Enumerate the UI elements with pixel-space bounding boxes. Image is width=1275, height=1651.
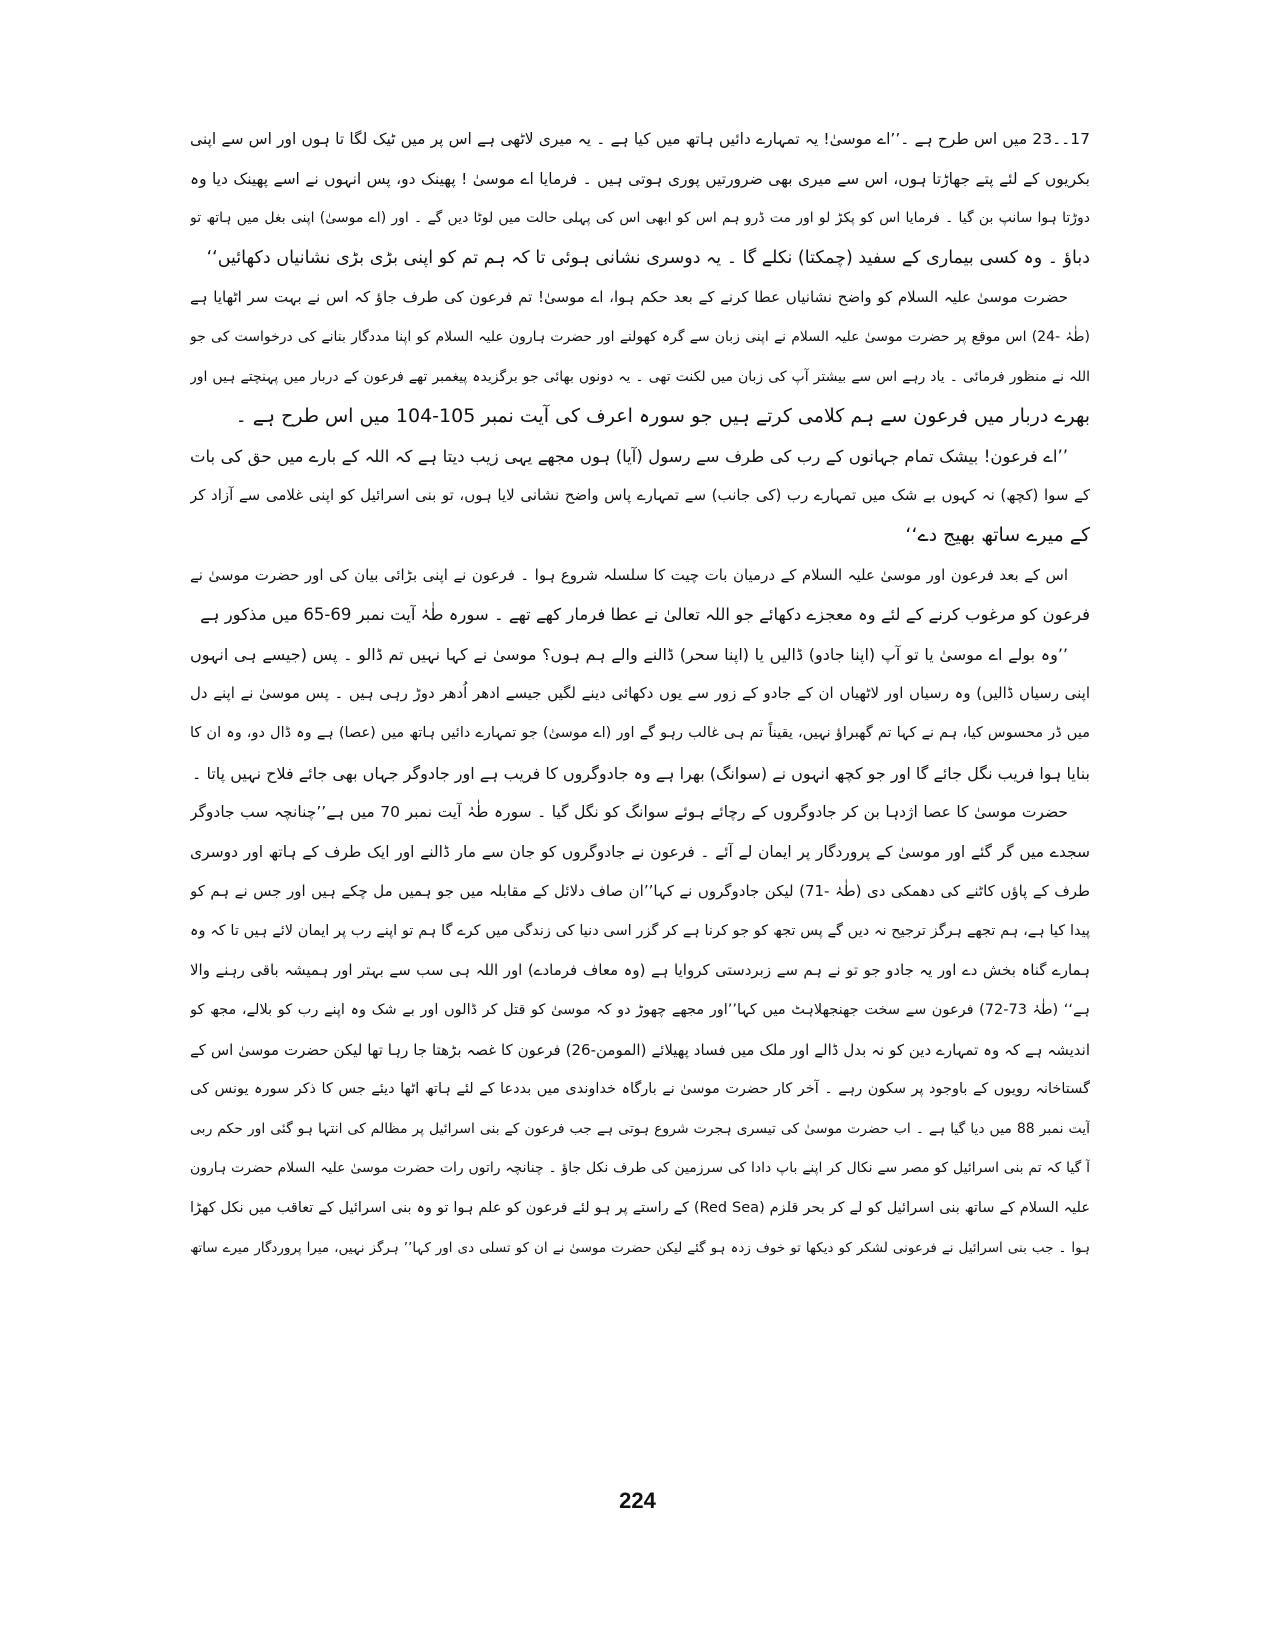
text-line-28: علیہ السلام کے ساتھ بنی اسرائیل کو لے کر بحر قلزم (Red Sea) کے راستے پر ہو لئے فرعون کو علم ہوا تو وہ بنی اسرائیل کے تعاقب میں نکل کھڑا [190,1200,1090,1217]
text-line-25: گستاخانہ رویوں کے باوجود پر سکون رہے ۔ آخر کار حضرت موسیٰ نے بارگاہ خداوندی میں بددعا کے لئے ہاتھ اٹھا دیئے جس کا ذکر سورہ یونس کی [190,1081,1090,1098]
text-line-2: بکریوں کے لئے پتے جھاڑتا ہوں، اس سے میری بھی ضرورتیں پوری ہوتی ہیں ۔ فرمایا اے موسیٰ ! پھینک دو، پس انہوں نے اسے پھینک دیا وہ [190,169,1090,188]
text-line-10: کے سوا (کچھ) نہ کہوں بے شک میں تمہارے رب (کی جانب) سے تمہارے پاس واضح نشانی لایا ہوں، تو بنی اسرائیل کو اپنی غلامی سے آزاد کر [190,486,1090,505]
text-line-20: طرف کے پاؤں کاٹنے کی دھمکی دی (طٰہٰ -71) لیکن جادوگروں نے کہا’’ان صاف دلائل کے مقابلہ میں جو ہمیں مل چکے ہیں اور جس نے ہم کو [190,882,1090,901]
text-line-16: میں ڈر محسوس کیا، ہم نے کہا تم گھبراؤ نہیں، یقیناً تم ہی غالب رہو گے اور (اے موسیٰ) جو تمہارے دائیں ہاتھ میں (عصا) ہے وہ ڈال دو، وہ ان کا [190,724,1090,741]
text-line-1: 17۔۔23 میں اس طرح ہے ۔’’اے موسیٰ! یہ تمہارے دائیں ہاتھ میں کیا ہے ۔ یہ میری لاٹھی ہے اس پر میں ٹیک لگا تا ہوں اور اس سے اپنی [190,130,1090,148]
text-line-26: آیت نمبر 88 میں دیا گیا ہے ۔ اب حضرت موسیٰ کی تیسری ہجرت شروع ہوتی ہے جب فرعون کے بنی اسرائیل پر مظالم کی انتہا ہو گئی اور حکم ربی [190,1120,1090,1137]
text-line-8: بھرے دربار میں فرعون سے ہم کلامی کرتے ہیں جو سورہ اعرف کی آیت نمبر 105-104 میں اس طرح ہے ۔ [235,405,1090,428]
text-line-13: فرعون کو مرغوب کرنے کے لئے وہ معجزے دکھائے جو اللہ تعالیٰ نے عطا فرمار کھے تھے ۔ سورہ طٰہٰ آیت نمبر 69-65 میں مذکور ہے [200,605,1090,625]
text-line-11: کے میرے ساتھ بھیج دے‘‘ [905,523,1090,546]
text-line-6: (طٰہٰ -24) اس موقع پر حضرت موسیٰ علیہ السلام نے اپنی زبان سے گرہ کھولنے اور حضرت ہارون علیہ السلام کو اپنا مددگار بنانے کی درخواست کی جو [190,328,1090,345]
text-line-27: آ گیا کہ تم بنی اسرائیل کو مصر سے نکال کر اپنے باپ دادا کی سرزمین کی طرف نکل جاؤ ۔ چنانچہ راتوں رات حضرت موسیٰ علیہ السلام حضرت ہارون [190,1160,1090,1177]
text-line-9: ’’اے فرعون! بیشک تمام جہانوں کے رب کی طرف سے رسول (آیا) ہوں مجھے یہی زیب دیتا ہے کہ اللہ کے بارے میں حق کی بات [190,446,1068,466]
urdu-text-body [190,120,1090,1268]
page-number: 224 [619,1488,656,1513]
text-line-7: اللہ نے منظور فرمائی ۔ یاد رہے اس سے بیشتر آپ کی زبان میں لکنت تھی ۔ یہ دونوں بھائی جو برگزیدہ پیغمبر تھے فرعون کے دربار میں پہنچتے ہیں اور [190,368,1090,385]
text-line-19: سجدے میں گر گئے اور موسیٰ کے پروردگار پر ایمان لے آئے ۔ فرعون نے جادوگروں کو جان سے مار ڈالنے اور ایک طرف کے ہاتھ اور دوسری [190,842,1090,861]
text-line-14: ’’وہ بولے اے موسیٰ یا تو آپ (اپنا جادو) ڈالیں یا (اپنا سحر) ڈالنے والے ہم ہوں؟ موسیٰ نے کہا نہیں تم ڈالو ۔ پس (جیسے ہی انہوں [190,644,1068,664]
text-line-29: ہوا ۔ جب بنی اسرائیل نے فرعونی لشکر کو دیکھا تو خوف زدہ ہو گئے لیکن حضرت موسیٰ نے ان کو تسلی دی اور کہا’’ ہرگز نہیں، میرا پروردگار میرے ساتھ [190,1239,1090,1256]
text-line-18: حضرت موسیٰ کا عصا اژدہا بن کر جادوگروں کے رچائے ہوئے سوانگ کو نگل گیا ۔ سورہ طٰہٰ آیت نمبر 70 میں ہے’’چنانچہ سب جادوگر [190,803,1068,822]
text-line-24: اندیشہ ہے کہ وہ تمہارے دین کو نہ بدل ڈالے اور ملک میں فساد پھیلائے (المومن-26) فرعون کا غصہ بڑھتا جا رہا تھا لیکن حضرت موسیٰ اس کے [190,1040,1090,1059]
text-line-21: پیدا کیا ہے، ہم تجھے ہرگز ترجیح نہ دیں گے پس تجھ کو جو کرنا ہے کر گزر اسی دنیا کی زندگی میں کرے گا ہم تو اپنے رب پر ایمان لائے ہیں تا کہ وہ [190,922,1090,939]
text-line-17: بنایا ہوا فریب نگل جائے گا اور جو کچھ انہوں نے (سوانگ) بھرا ہے وہ جادوگروں کا فریب ہے اور جادوگر جہاں بھی جائے فلاح نہیں پاتا ۔ [192,763,1090,783]
text-line-23: ہے‘‘ (طٰہٰ 73-72) فرعون سے سخت جھنجھلاہٹ میں کہا’’اور مجھے چھوڑ دو کہ موسیٰ کو قتل کر ڈالوں اور بے شک وہ اپنے رب کو بلالے، مجھ کو [190,1002,1090,1019]
text-line-15: اپنی رسیاں ڈالیں) وہ رسیاں اور لاٹھیاں ان کے جادو کے زور سے یوں دکھائی دینے لگیں جیسے ادھر اُدھر دوڑ رہی ہیں ۔ پس موسیٰ نے اپنے دل [190,684,1090,703]
text-line-5: حضرت موسیٰ علیہ السلام کو واضح نشانیاں عطا کرنے کے بعد حکم ہوا، اے موسیٰ! تم فرعون کی طرف جاؤ کہ اس نے بہت سر اٹھایا ہے [190,288,1068,307]
text-line-4: دباؤ ۔ وہ کسی بیماری کے سفید (چمکتا) نکلے گا ۔ یہ دوسری نشانی ہوئی تا کہ ہم تم کو اپنی بڑی بڑی نشانیاں دکھائیں‘‘ [206,247,1090,268]
text-line-12: اس کے بعد فرعون اور موسیٰ علیہ السلام کے درمیان بات چیت کا سلسلہ شروع ہوا ۔ فرعون نے اپنی بڑائی بیان کی اور حضرت موسیٰ نے [190,565,1068,584]
text-line-22: ہمارے گناہ بخش دے اور یہ جادو جو تو نے ہم سے زبردستی کروایا ہے (وہ معاف فرمادے) اور اللہ ہی سب سے بہتر اور ہمیشہ باقی رہنے والا [190,961,1090,980]
text-line-3: دوڑتا ہوا سانپ بن گیا ۔ فرمایا اس کو پکڑ لو اور مت ڈرو ہم اس کو ابھی اس کی پہلی حالت میں لوٹا دیں گے ۔ اور (اے موسیٰ) اپنی بغل میں ہاتھ تو [190,210,1090,227]
